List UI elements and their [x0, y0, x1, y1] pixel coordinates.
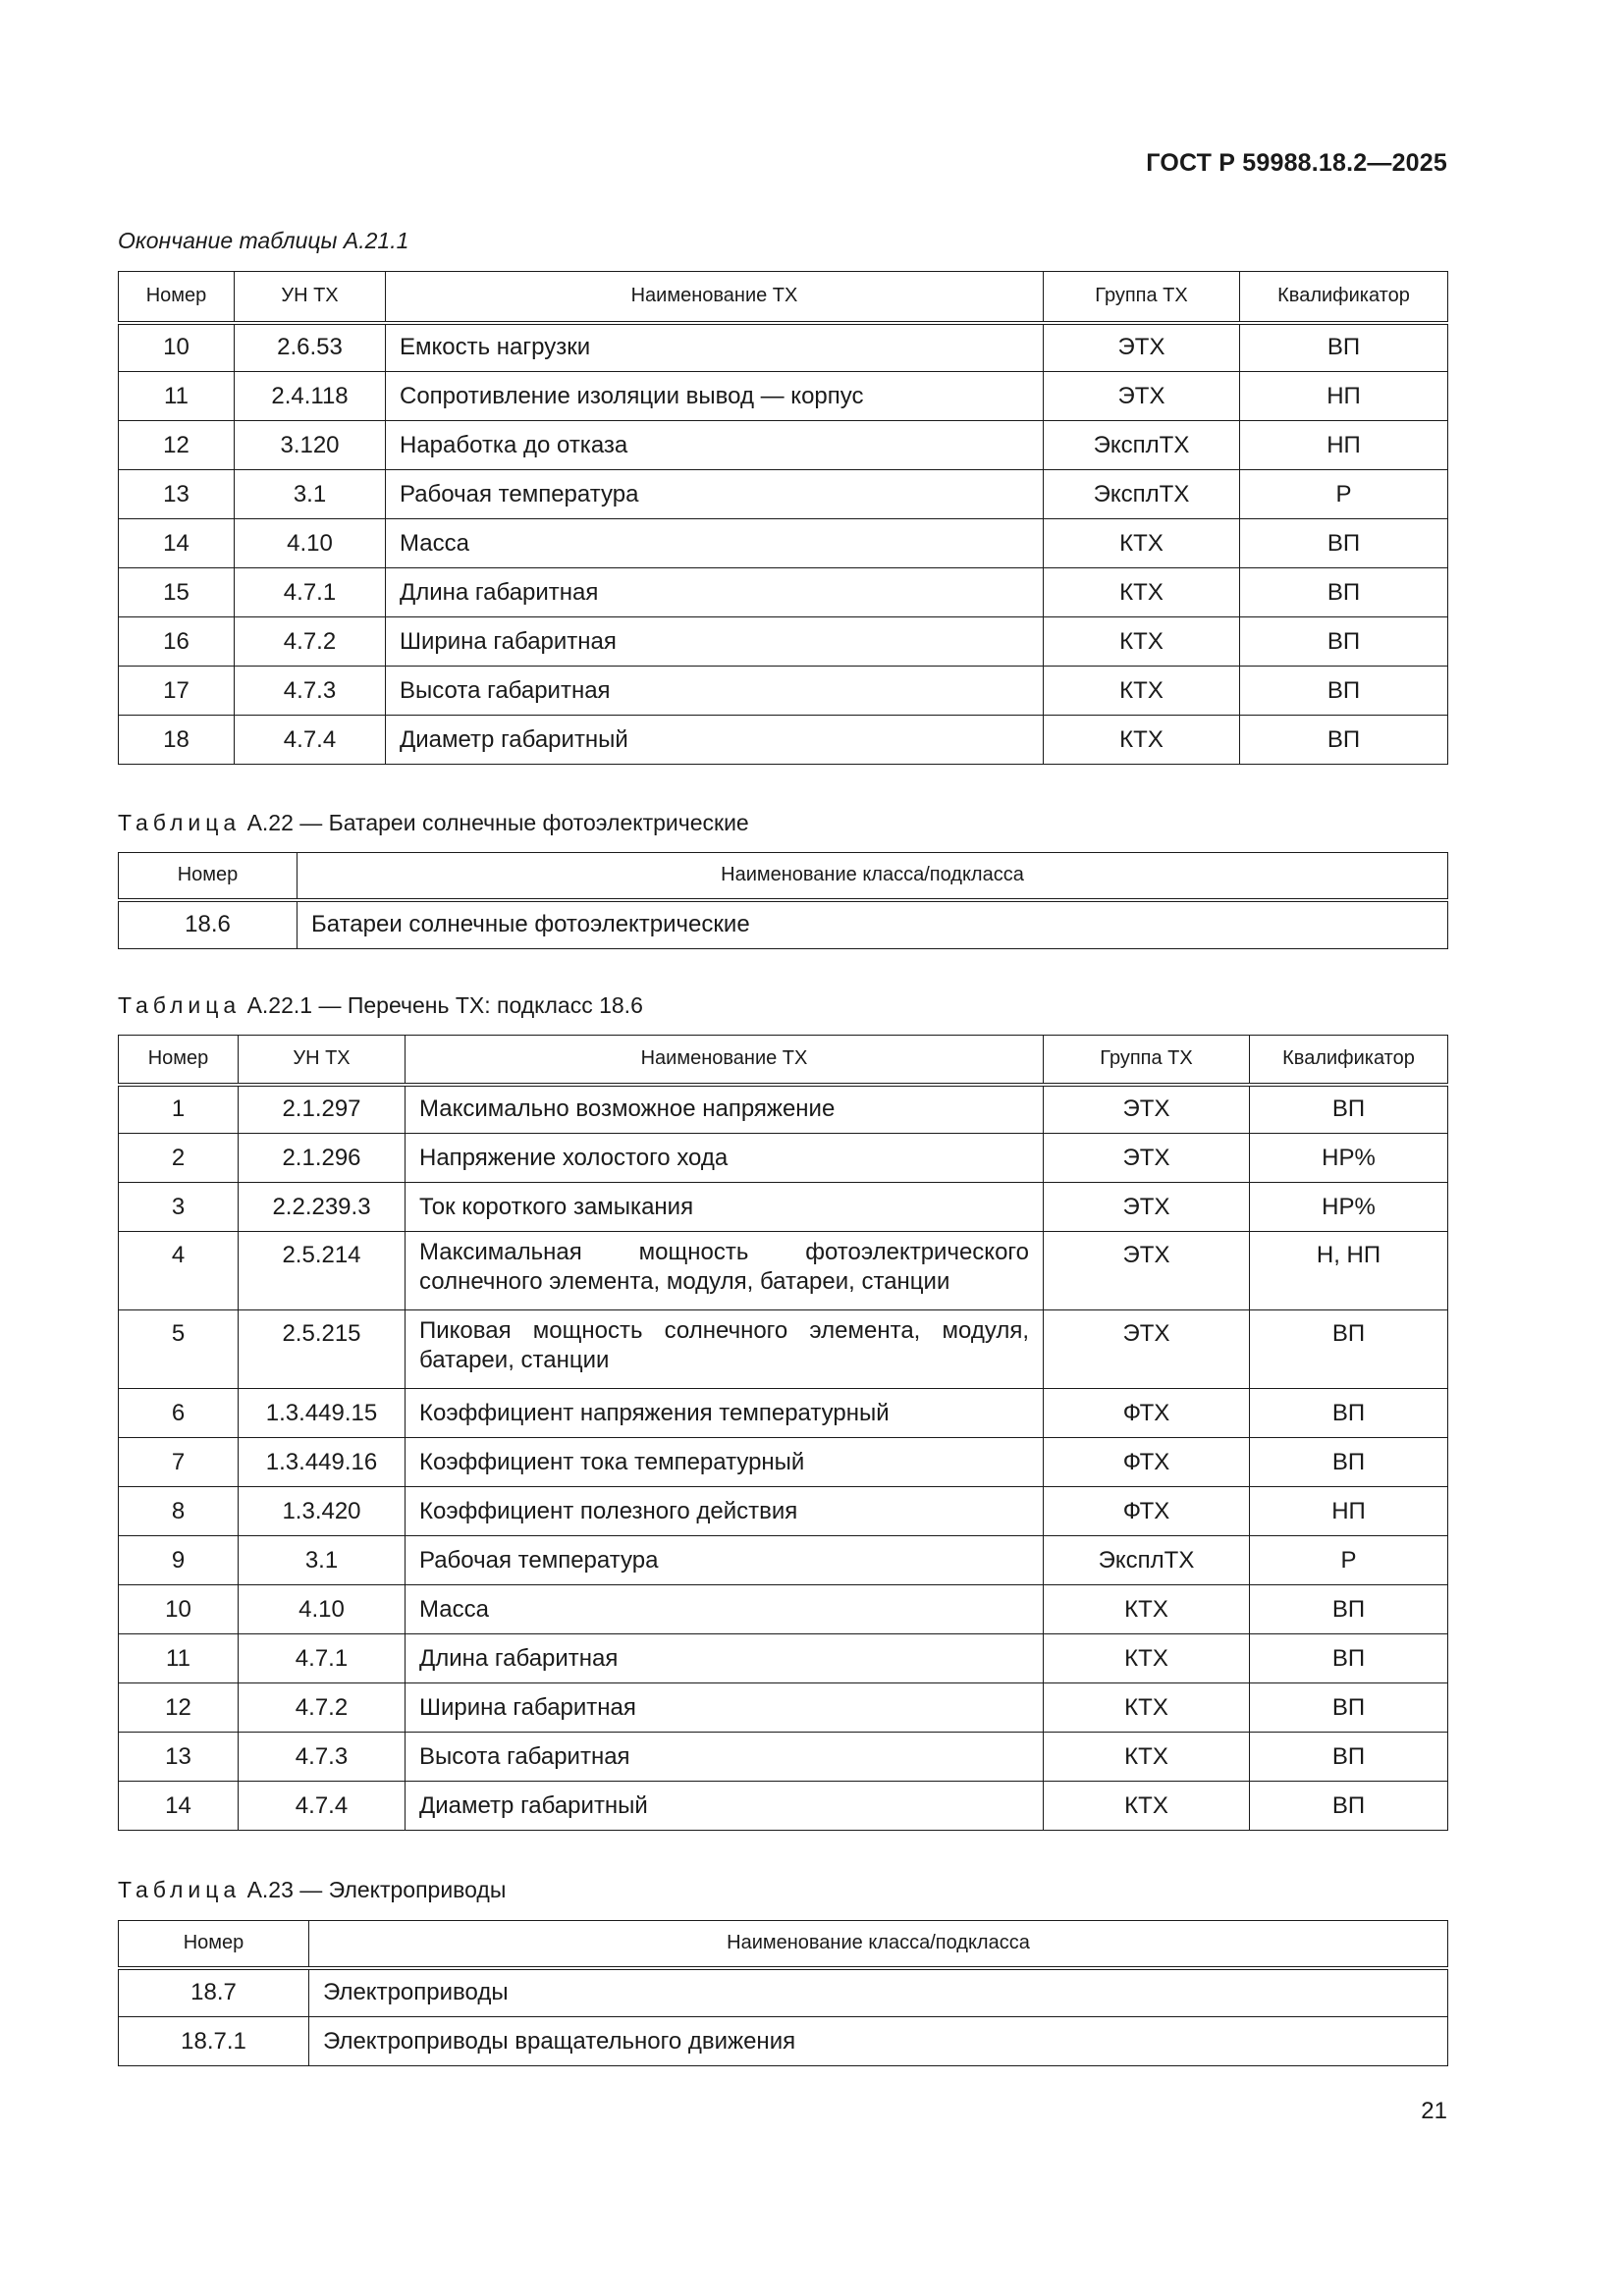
table-header-row [119, 853, 1448, 900]
table-header-row [119, 1036, 1448, 1085]
table-cell: ВП [1250, 1085, 1448, 1134]
table-cell: Пиковая мощность солнечного элемента, модуля, батареи, станции [406, 1310, 1044, 1389]
table-cell: Напряжение холостого хода [406, 1134, 1044, 1183]
table-cell: Ширина габаритная [386, 617, 1044, 667]
col-header-qualifier: Квалификатор [1240, 272, 1448, 323]
table-header-row [119, 272, 1448, 323]
table-cell: 16 [119, 617, 235, 667]
table-cell: 3.1 [239, 1536, 406, 1585]
table-cell: Батареи солнечные фотоэлектрические [298, 900, 1448, 949]
table-cell: 9 [119, 1536, 239, 1585]
table-cell: НП [1240, 372, 1448, 421]
table-cell: Коэффициент тока температурный [406, 1438, 1044, 1487]
table-cell: ЭксплТХ [1044, 1536, 1250, 1585]
table-cell: Диаметр габаритный [406, 1782, 1044, 1831]
table-cell: Наработка до отказа [386, 421, 1044, 470]
table-cell: ЭТХ [1044, 323, 1240, 372]
table-row [119, 617, 1448, 667]
table-row [119, 1134, 1448, 1183]
table-cell: Электроприводы вращательного движения [309, 2017, 1448, 2066]
table-cell: Коэффициент напряжения температурный [406, 1389, 1044, 1438]
table-caption-title: А.22 — Батареи солнечные фотоэлектрические [246, 810, 749, 835]
col-header-number: Номер [119, 272, 235, 323]
table-row [119, 1085, 1448, 1134]
col-header-un-tx: УН ТХ [239, 1036, 406, 1085]
table-cell: Р [1250, 1536, 1448, 1585]
table-cell: 7 [119, 1438, 239, 1487]
table-cell: Максимально возможное напряжение [406, 1085, 1044, 1134]
table-row [119, 667, 1448, 716]
table-cell: ЭТХ [1044, 1310, 1250, 1389]
table-cell: ВП [1250, 1782, 1448, 1831]
table-cell: ВП [1250, 1389, 1448, 1438]
table-row [119, 1389, 1448, 1438]
table-row [119, 1232, 1448, 1310]
table-cell: Высота габаритная [406, 1733, 1044, 1782]
table-a22 [118, 852, 1448, 949]
table-cell: 4.7.3 [239, 1733, 406, 1782]
table-cell: Рабочая температура [406, 1536, 1044, 1585]
table-row [119, 421, 1448, 470]
table-cell: НР% [1250, 1134, 1448, 1183]
table-cell: Длина габаритная [386, 568, 1044, 617]
table-cell: КТХ [1044, 716, 1240, 765]
table-cell: ЭТХ [1044, 1232, 1250, 1310]
table-cell: 2.5.215 [239, 1310, 406, 1389]
table-cell: 4.7.1 [239, 1634, 406, 1683]
col-header-qualifier: Квалификатор [1250, 1036, 1448, 1085]
col-header-class-name: Наименование класса/подкласса [298, 853, 1448, 900]
table-row [119, 568, 1448, 617]
table-cell: ВП [1240, 667, 1448, 716]
table-row [119, 1634, 1448, 1683]
table-cell: 2.2.239.3 [239, 1183, 406, 1232]
table-cell: Ток короткого замыкания [406, 1183, 1044, 1232]
table-cell: 14 [119, 519, 235, 568]
table-cell: 4.7.2 [235, 617, 386, 667]
table-cell: 2.5.214 [239, 1232, 406, 1310]
table-row [119, 1536, 1448, 1585]
table-cell: ВП [1240, 568, 1448, 617]
table-cell: ВП [1240, 323, 1448, 372]
table-cell: КТХ [1044, 1683, 1250, 1733]
table-row [119, 1487, 1448, 1536]
table-cell: ВП [1240, 519, 1448, 568]
table-cell: НП [1240, 421, 1448, 470]
table-row [119, 1782, 1448, 1831]
table-cell: ЭТХ [1044, 1085, 1250, 1134]
table-cell: Электроприводы [309, 1968, 1448, 2017]
standard-designation: ГОСТ Р 59988.18.2—2025 [1146, 149, 1447, 177]
table-cell: 11 [119, 1634, 239, 1683]
table-cell: 18 [119, 716, 235, 765]
table-cell: ВП [1250, 1438, 1448, 1487]
table-cell: 2 [119, 1134, 239, 1183]
table-cell: НП [1250, 1487, 1448, 1536]
table-cell: КТХ [1044, 568, 1240, 617]
table-a21-1-caption: Окончание таблицы А.21.1 [118, 228, 409, 253]
table-cell: 18.7.1 [119, 2017, 309, 2066]
table-cell: 3 [119, 1183, 239, 1232]
table-caption-title: А.23 — Электроприводы [246, 1877, 507, 1902]
table-cell: 1.3.449.15 [239, 1389, 406, 1438]
table-cell: 8 [119, 1487, 239, 1536]
table-cell: 4.7.3 [235, 667, 386, 716]
table-cell: ЭксплТХ [1044, 421, 1240, 470]
table-cell: 12 [119, 421, 235, 470]
table-a23 [118, 1920, 1448, 2066]
col-header-name-tx: Наименование ТХ [406, 1036, 1044, 1085]
table-row [119, 519, 1448, 568]
table-cell: 1.3.420 [239, 1487, 406, 1536]
table-cell: Ширина габаритная [406, 1683, 1044, 1733]
table-cell: 10 [119, 323, 235, 372]
table-cell: ФТХ [1044, 1438, 1250, 1487]
table-cell: 12 [119, 1683, 239, 1733]
table-a22-1-caption [118, 992, 643, 1019]
col-header-class-name: Наименование класса/подкласса [309, 1921, 1448, 1968]
table-cell: Максимальная мощность фотоэлектрического солнечного элемента, модуля, батареи, станции [406, 1232, 1044, 1310]
table-cell: Сопротивление изоляции вывод — корпус [386, 372, 1044, 421]
table-row [119, 900, 1448, 949]
table-cell: 2.1.297 [239, 1085, 406, 1134]
table-cell: НР% [1250, 1183, 1448, 1232]
table-cell: 3.120 [235, 421, 386, 470]
table-cell: ВП [1240, 617, 1448, 667]
table-cell: КТХ [1044, 1733, 1250, 1782]
table-row [119, 1438, 1448, 1487]
table-cell: 4.7.4 [239, 1782, 406, 1831]
page-number: 21 [1421, 2098, 1447, 2124]
table-cell: КТХ [1044, 667, 1240, 716]
table-cell: ЭТХ [1044, 1183, 1250, 1232]
table-cell: 3.1 [235, 470, 386, 519]
table-cell: ЭТХ [1044, 1134, 1250, 1183]
table-cell: 14 [119, 1782, 239, 1831]
table-cell: 13 [119, 1733, 239, 1782]
table-cell: 4.7.2 [239, 1683, 406, 1733]
table-a23-caption [118, 1877, 506, 1903]
table-cell: ВП [1250, 1585, 1448, 1634]
table-cell: 4.7.1 [235, 568, 386, 617]
table-caption-prefix: Таблица [118, 992, 242, 1018]
table-cell: 10 [119, 1585, 239, 1634]
table-cell: Р [1240, 470, 1448, 519]
table-row [119, 2017, 1448, 2066]
table-cell: Коэффициент полезного действия [406, 1487, 1044, 1536]
table-header-row [119, 1921, 1448, 1968]
table-a22-caption [118, 810, 749, 836]
table-cell: 2.1.296 [239, 1134, 406, 1183]
table-cell: ЭксплТХ [1044, 470, 1240, 519]
table-cell: Высота габаритная [386, 667, 1044, 716]
table-cell: 1.3.449.16 [239, 1438, 406, 1487]
table-cell: КТХ [1044, 519, 1240, 568]
table-cell: КТХ [1044, 1634, 1250, 1683]
table-row [119, 1683, 1448, 1733]
table-cell: Длина габаритная [406, 1634, 1044, 1683]
col-header-un-tx: УН ТХ [235, 272, 386, 323]
table-cell: ФТХ [1044, 1487, 1250, 1536]
table-cell: Масса [386, 519, 1044, 568]
table-caption-prefix: Таблица [118, 810, 242, 835]
table-cell: 13 [119, 470, 235, 519]
table-cell: ВП [1250, 1634, 1448, 1683]
col-header-number: Номер [119, 1036, 239, 1085]
table-a22-1 [118, 1035, 1448, 1831]
table-row [119, 323, 1448, 372]
table-caption-title: А.22.1 — Перечень ТХ: подкласс 18.6 [246, 992, 643, 1018]
table-cell: ЭТХ [1044, 372, 1240, 421]
table-row [119, 1733, 1448, 1782]
table-cell: 4.7.4 [235, 716, 386, 765]
table-cell: 6 [119, 1389, 239, 1438]
table-cell: Масса [406, 1585, 1044, 1634]
table-cell: Емкость нагрузки [386, 323, 1044, 372]
table-cell: ВП [1240, 716, 1448, 765]
table-cell: 4.10 [239, 1585, 406, 1634]
col-header-group-tx: Группа ТХ [1044, 272, 1240, 323]
table-row [119, 1183, 1448, 1232]
table-cell: 4.10 [235, 519, 386, 568]
table-cell: КТХ [1044, 1585, 1250, 1634]
col-header-group-tx: Группа ТХ [1044, 1036, 1250, 1085]
table-row [119, 716, 1448, 765]
col-header-number: Номер [119, 853, 298, 900]
table-cell: 2.6.53 [235, 323, 386, 372]
table-cell: 15 [119, 568, 235, 617]
table-cell: 18.7 [119, 1968, 309, 2017]
table-cell: Диаметр габаритный [386, 716, 1044, 765]
table-cell: ВП [1250, 1310, 1448, 1389]
table-cell: 2.4.118 [235, 372, 386, 421]
table-cell: 5 [119, 1310, 239, 1389]
table-cell: Рабочая температура [386, 470, 1044, 519]
table-cell: КТХ [1044, 617, 1240, 667]
table-row [119, 470, 1448, 519]
table-row [119, 1968, 1448, 2017]
table-cell: ФТХ [1044, 1389, 1250, 1438]
table-cell: ВП [1250, 1733, 1448, 1782]
table-cell: Н, НП [1250, 1232, 1448, 1310]
table-cell: 11 [119, 372, 235, 421]
col-header-number: Номер [119, 1921, 309, 1968]
table-a21-1 [118, 271, 1448, 765]
table-cell: 18.6 [119, 900, 298, 949]
table-row [119, 1310, 1448, 1389]
table-cell: 17 [119, 667, 235, 716]
table-cell: 1 [119, 1085, 239, 1134]
table-row [119, 372, 1448, 421]
col-header-name-tx: Наименование ТХ [386, 272, 1044, 323]
table-cell: КТХ [1044, 1782, 1250, 1831]
table-row [119, 1585, 1448, 1634]
table-cell: ВП [1250, 1683, 1448, 1733]
table-cell: 4 [119, 1232, 239, 1310]
table-caption-prefix: Таблица [118, 1877, 242, 1902]
